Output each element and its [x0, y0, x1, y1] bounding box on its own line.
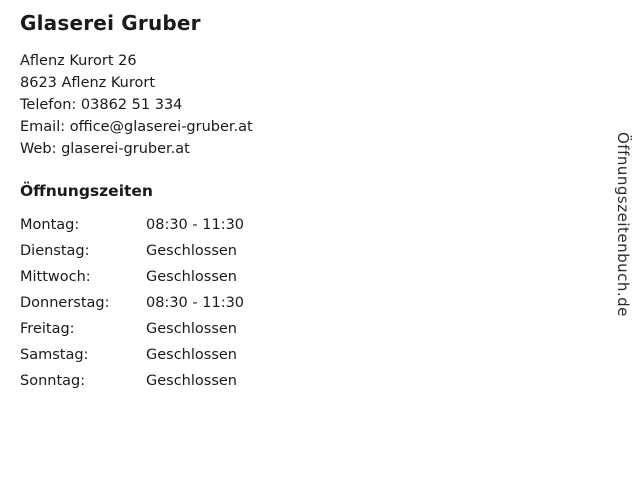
- business-info-card: [20, 10, 580, 396]
- table-row: [20, 318, 244, 344]
- website-line: Web: glaserei-gruber.at: [20, 141, 190, 157]
- day-label: Freitag:: [20, 321, 75, 337]
- table-row: [20, 344, 244, 370]
- table-row: [20, 214, 244, 240]
- table-row: [20, 240, 244, 266]
- day-label: Donnerstag:: [20, 295, 110, 311]
- day-label: Mittwoch:: [20, 269, 91, 285]
- day-value: Geschlossen: [146, 269, 237, 285]
- day-value: Geschlossen: [146, 347, 237, 363]
- address-city: 8623 Aflenz Kurort: [20, 75, 156, 91]
- table-row: [20, 266, 244, 292]
- day-label: Sonntag:: [20, 373, 86, 389]
- phone-line: Telefon: 03862 51 334: [20, 97, 183, 113]
- day-value: Geschlossen: [146, 243, 237, 259]
- day-label: Samstag:: [20, 347, 89, 363]
- email-line: Email: office@glaserei-gruber.at: [20, 119, 253, 135]
- page-title: Glaserei Gruber: [20, 11, 201, 35]
- day-label: Dienstag:: [20, 243, 90, 259]
- day-value: Geschlossen: [146, 373, 237, 389]
- address-street: Aflenz Kurort 26: [20, 53, 137, 69]
- day-value: Geschlossen: [146, 321, 237, 337]
- contact-block: [20, 50, 580, 160]
- day-label: Montag:: [20, 217, 80, 233]
- opening-hours-table: [20, 214, 244, 396]
- day-value: 08:30 - 11:30: [146, 295, 245, 311]
- table-row: [20, 370, 244, 396]
- table-row: [20, 292, 244, 318]
- watermark-label: Öffnungszeitenbuch.de: [614, 132, 632, 317]
- day-value: 08:30 - 11:30: [146, 217, 245, 233]
- opening-hours-title: Öffnungszeiten: [20, 182, 153, 200]
